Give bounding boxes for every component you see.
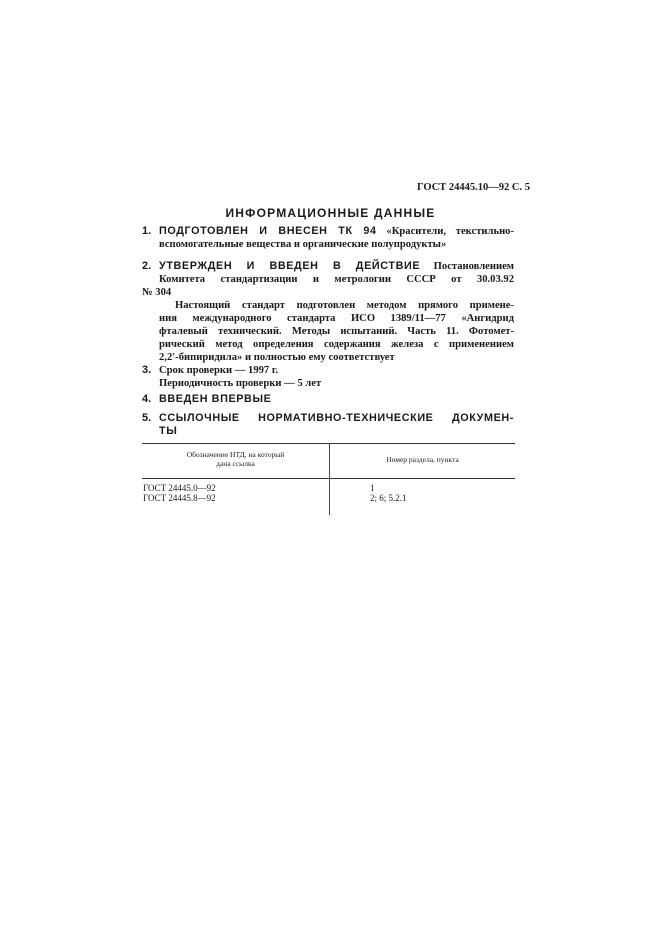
item-3-line-1: Срок проверки — 1997 г. [159,365,279,376]
header-line: дана ссылка [216,459,255,468]
table-cell-section: 2; 6; 5.2.1 [370,493,407,503]
table-column-divider [329,443,330,515]
item-2-line-1 [159,260,514,273]
para-line: фталевый технический. Методы испытаний. Часть 11. Фотомет- [159,326,514,337]
item-2-line-2: Комитета стандартизации и метрологии СССР от 30.03.92 [159,274,514,285]
item-1-line-1 [159,225,514,238]
para-line: ния международного стандарта ИСО 1389/11—77 «Ангидрид [159,313,514,324]
item-number: 5. [142,412,152,424]
item-5-lead: ССЫЛОЧНЫЕ НОРМАТИВНО-ТЕХНИЧЕСКИЕ ДОКУМЕН- [159,412,514,424]
table-header-section: Номер раздела, пункта [386,455,459,464]
item-number: 2. [142,260,152,272]
document-title: ИНФОРМАЦИОННЫЕ ДАННЫЕ [225,206,436,220]
item-1-line-2: вспомогательные вещества и органические полупродукты» [159,239,447,250]
item-3-line-2: Периодичность проверки — 5 лет [159,378,322,389]
page-header-code: ГОСТ 24445.10—92 С. 5 [416,182,530,193]
para-line: Настоящий стандарт подготовлен методом прямого примене- [175,300,514,311]
item-2-paragraph [142,299,514,364]
header-line: Обозначение НТД, на который [186,450,285,459]
list-item-2 [142,260,514,286]
list-item-5 [142,412,514,438]
para-line: 2,2'-бипиридила» и полностью ему соответствует [159,352,395,363]
table-header-doc [142,450,329,468]
item-2-lead: УТВЕРЖДЕН И ВВЕДЕН В ДЕЙСТВИЕ [159,260,421,272]
item-1-lead: ПОДГОТОВЛЕН И ВНЕСЕН ТК 94 [159,225,377,237]
item-2-text: Постановлением [433,261,515,272]
list-item-4 [142,393,514,406]
table-cell-section: 1 [370,483,375,493]
item-5-lead-cont: ТЫ [159,425,178,437]
table-cell-doc: ГОСТ 24445.0—92 [143,483,216,493]
para-line: рический метод определения содержания железа с применением [159,339,514,350]
item-number: 4. [142,393,152,405]
list-item-3 [142,364,514,390]
item-number: 1. [142,225,152,237]
item-number: 3. [142,364,152,376]
item-1-text: «Красители, текстильно- [386,226,514,237]
list-item-1 [142,225,514,251]
table-header-rule [142,478,515,479]
item-2-line-3: № 304 [142,287,172,298]
item-4-lead: ВВЕДЕН ВПЕРВЫЕ [159,393,272,405]
table-cell-doc: ГОСТ 24445.8—92 [143,493,216,503]
table-row [142,493,515,504]
